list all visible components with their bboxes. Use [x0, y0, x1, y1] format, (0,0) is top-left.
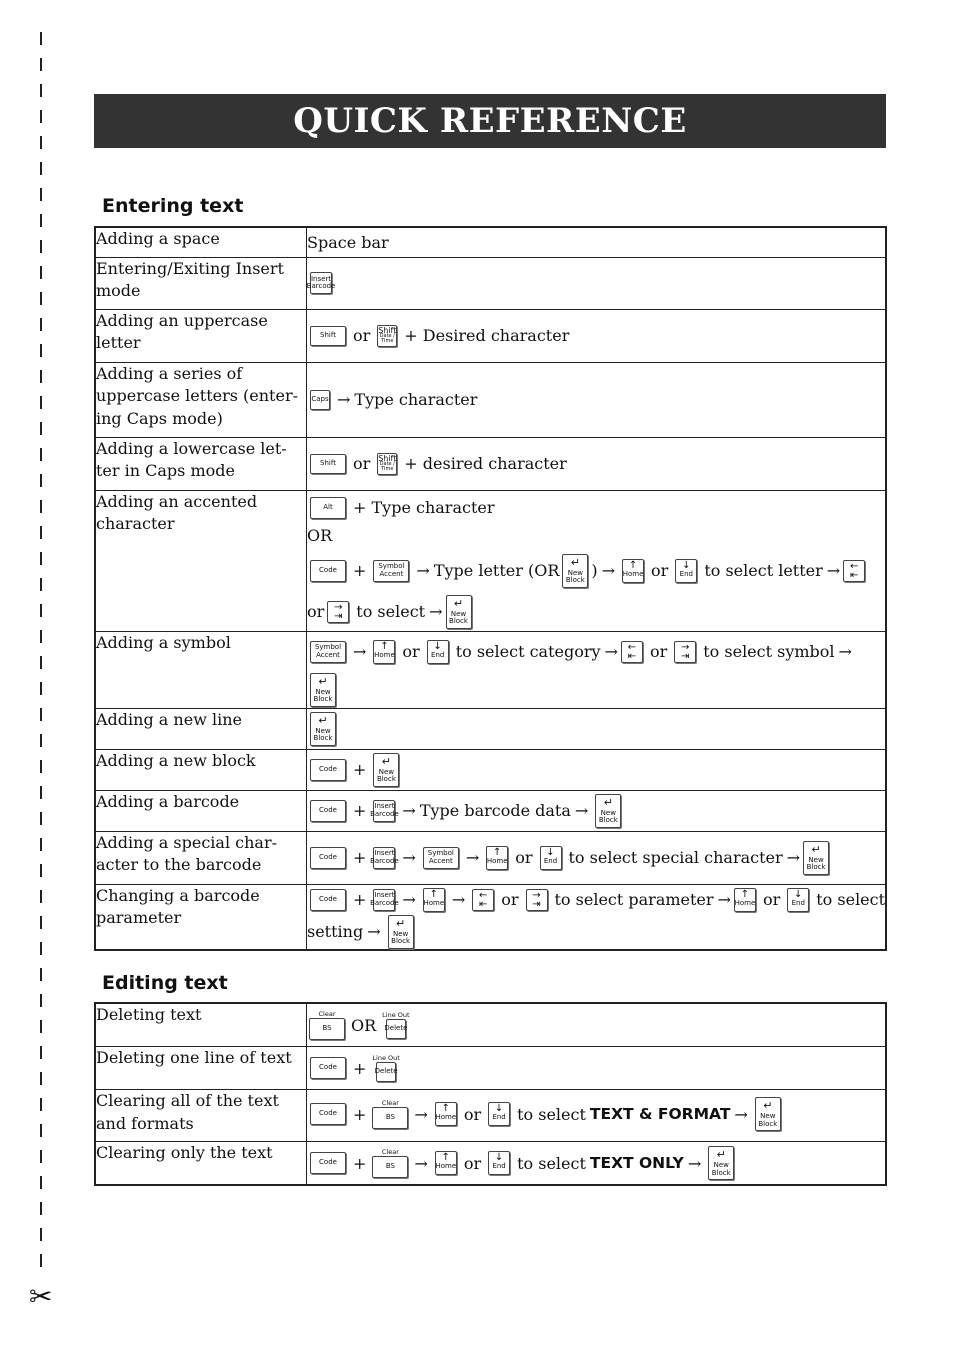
or-text: or: [649, 642, 668, 661]
label-line: ter in Caps mode: [96, 461, 235, 480]
left-key: ← ⇤: [472, 889, 494, 911]
left-key: ← ⇤: [621, 641, 643, 663]
cut-line: [40, 32, 42, 1272]
row-label: [95, 490, 307, 631]
code-key: Code: [310, 800, 346, 822]
or-text: or: [501, 890, 519, 909]
action-text: to select category: [455, 642, 601, 661]
new-block-key: ↵ New Block: [595, 794, 621, 828]
arrow-icon: →: [826, 561, 841, 580]
right-key: → ⇥: [526, 889, 548, 911]
action-text: + desired character: [404, 454, 567, 473]
code-key: Code: [310, 560, 346, 582]
table-row: [95, 1090, 886, 1142]
or-text: or: [463, 1153, 482, 1173]
editing-text-table: [94, 1002, 887, 1186]
label-line: mode: [96, 281, 141, 300]
label-line: acter to the barcode: [96, 855, 262, 874]
new-block-key: ↵ New Block: [310, 673, 336, 707]
end-down-key: ↓ End: [540, 846, 562, 870]
label-line: ing Caps mode): [96, 408, 223, 428]
row-label: [95, 437, 307, 490]
alt-key: Alt: [310, 497, 346, 519]
left-key: ← ⇤: [843, 560, 865, 582]
scissors-icon: ✂: [29, 1280, 53, 1313]
insert-barcode-key: Insert Barcode: [373, 800, 395, 822]
label-line: Deleting one line of text: [96, 1048, 292, 1067]
arrow-icon: →: [451, 890, 466, 909]
row-label: [95, 790, 307, 831]
table-row: [95, 631, 886, 708]
code-key: Code: [310, 1152, 346, 1174]
new-block-key: ↵ New Block: [562, 554, 588, 588]
new-block-key: ↵ New Block: [388, 915, 414, 949]
row-label: [95, 884, 307, 950]
action-text: to select: [816, 890, 886, 909]
label-line: character: [96, 514, 175, 533]
end-down-key: ↓ End: [787, 888, 809, 912]
arrow-icon: →: [601, 561, 616, 580]
table-row: [95, 749, 886, 790]
action-text: to select: [517, 1153, 586, 1173]
row-action: [307, 749, 887, 790]
action-text: to select special character: [568, 848, 783, 867]
row-action: [307, 490, 887, 631]
table-row: [95, 362, 886, 437]
row-label: [95, 1142, 307, 1186]
action-text: Type barcode data: [419, 801, 571, 820]
row-label: [95, 227, 307, 257]
row-label: [95, 831, 307, 884]
label-line: Adding a new line: [96, 709, 242, 729]
page-title: QUICK REFERENCE: [94, 94, 886, 148]
row-label: [95, 362, 307, 437]
action-text: + Desired character: [404, 326, 570, 345]
plus-text: +: [353, 890, 367, 909]
arrow-icon: →: [402, 848, 416, 867]
new-block-key: ↵ New Block: [310, 712, 336, 746]
or-text: or: [651, 561, 669, 580]
insert-barcode-key: Insert Barcode: [310, 272, 332, 294]
or-text: OR: [307, 526, 333, 545]
symbol-accent-key: Symbol Accent: [423, 847, 459, 869]
or-text: or: [307, 602, 325, 621]
shift-key: Shift: [310, 326, 346, 346]
arrow-icon: →: [414, 1104, 428, 1124]
row-action: [307, 1003, 887, 1047]
table-row: [95, 708, 886, 749]
arrow-icon: →: [574, 801, 589, 820]
code-key: Code: [310, 1103, 346, 1125]
action-text: to select parameter: [554, 890, 714, 909]
arrow-icon: →: [838, 642, 852, 661]
or-text: or: [353, 326, 371, 345]
row-label: [95, 708, 307, 749]
action-text: ): [591, 561, 598, 580]
table-row: [95, 1047, 886, 1090]
plus-text: +: [353, 561, 367, 580]
row-action: [307, 309, 887, 362]
arrow-icon: →: [414, 1153, 428, 1173]
row-label: [95, 749, 307, 790]
caps-key: Caps: [310, 390, 330, 410]
table-row: [95, 227, 886, 257]
code-key: Code: [310, 847, 346, 869]
end-down-key: ↓ End: [488, 1102, 510, 1126]
label-line: parameter: [96, 908, 182, 927]
arrow-icon: →: [353, 642, 367, 661]
new-block-key: ↵ New Block: [755, 1097, 781, 1131]
row-action: [307, 790, 887, 831]
home-up-key: ↑ Home: [373, 640, 395, 664]
label-line: Adding a special char-: [96, 832, 278, 852]
plus-text: +: [353, 1153, 367, 1173]
insert-barcode-key: Insert Barcode: [373, 889, 395, 911]
row-label: [95, 1047, 307, 1090]
or-text: or: [402, 642, 420, 661]
editing-text-heading: Editing text: [102, 972, 228, 994]
action-text: Type character: [354, 390, 478, 409]
row-label: [95, 257, 307, 309]
table-row: [95, 309, 886, 362]
action-text: Space bar: [307, 232, 389, 252]
row-action: [307, 1090, 887, 1142]
arrow-icon: →: [429, 602, 443, 621]
action-text: to select: [356, 602, 426, 621]
text-format-label: TEXT & FORMAT: [589, 1105, 731, 1123]
table-row: [95, 1142, 886, 1186]
row-action: [307, 631, 887, 708]
row-action: [307, 257, 887, 309]
delete-lineout-key: Line Out Delete: [372, 1054, 399, 1082]
code-key: Code: [310, 889, 346, 911]
label-line: Adding a series of: [96, 363, 243, 383]
code-key: Code: [310, 1057, 346, 1079]
entering-text-table: [94, 226, 887, 951]
arrow-icon: →: [337, 390, 351, 409]
action-text: to select: [517, 1104, 586, 1124]
text-only-label: TEXT ONLY: [589, 1154, 684, 1172]
delete-lineout-key: Line Out Delete: [382, 1011, 409, 1039]
new-block-key: ↵ New Block: [708, 1146, 734, 1180]
home-up-key: ↑ Home: [423, 888, 445, 912]
row-label: [95, 1003, 307, 1047]
new-block-key: ↵ New Block: [803, 841, 829, 875]
label-line: Entering/Exiting Insert: [96, 258, 284, 278]
table-row: [95, 437, 886, 490]
right-key: → ⇥: [674, 641, 696, 663]
action-text: to select symbol: [703, 642, 835, 661]
symbol-accent-key: Symbol Accent: [310, 641, 346, 663]
row-action: [307, 884, 887, 950]
table-row: [95, 1003, 886, 1047]
action-text: setting: [307, 922, 364, 941]
arrow-icon: →: [717, 890, 731, 909]
action-text: to select letter: [704, 561, 823, 580]
code-key: Code: [310, 759, 346, 781]
label-line: Adding an uppercase: [96, 310, 268, 330]
label-line: Clearing all of the text: [96, 1091, 279, 1110]
new-block-key: ↵ New Block: [373, 753, 399, 787]
label-line: letter: [96, 333, 141, 352]
shift-date-key: Shift Date / Time: [377, 453, 397, 475]
row-action: [307, 227, 887, 257]
label-line: Adding a barcode: [96, 791, 240, 811]
right-key: → ⇥: [327, 601, 349, 623]
bs-clear-key: Clear BS: [309, 1010, 345, 1040]
arrow-icon: →: [604, 642, 618, 661]
bs-clear-key: Clear BS: [372, 1148, 408, 1178]
label-line: Changing a barcode: [96, 885, 260, 905]
action-text: Type letter (OR: [433, 561, 560, 580]
row-label: [95, 631, 307, 708]
or-text: or: [762, 890, 781, 909]
label-line: Clearing only the text: [96, 1143, 273, 1162]
label-line: Adding a new block: [96, 750, 256, 770]
or-text: or: [515, 848, 533, 867]
or-text: OR: [351, 1015, 377, 1035]
label-line: and formats: [96, 1113, 194, 1133]
row-action: [307, 437, 887, 490]
row-action: [307, 831, 887, 884]
arrow-icon: →: [402, 890, 416, 909]
plus-text: +: [353, 848, 367, 867]
plus-text: +: [353, 1104, 367, 1124]
arrow-icon: →: [687, 1153, 702, 1173]
end-down-key: ↓ End: [675, 559, 697, 583]
table-row: [95, 831, 886, 884]
arrow-icon: →: [416, 561, 430, 580]
or-text: or: [463, 1104, 482, 1124]
or-text: or: [353, 454, 371, 473]
table-row: [95, 257, 886, 309]
row-action: [307, 362, 887, 437]
row-action: [307, 1047, 887, 1090]
end-down-key: ↓ End: [427, 640, 449, 664]
plus-text: +: [353, 801, 367, 820]
bs-clear-key: Clear BS: [372, 1099, 408, 1129]
home-up-key: ↑ Home: [622, 559, 644, 583]
label-line: uppercase letters (enter-: [96, 386, 298, 405]
shift-date-key: Shift Date / Time: [377, 325, 397, 347]
table-row: [95, 790, 886, 831]
arrow-icon: →: [367, 922, 381, 941]
home-up-key: ↑ Home: [435, 1151, 457, 1175]
home-up-key: ↑ Home: [486, 846, 508, 870]
home-up-key: ↑ Home: [435, 1102, 457, 1126]
plus-text: +: [353, 1058, 367, 1078]
arrow-icon: →: [402, 801, 416, 820]
new-block-key: ↵ New Block: [446, 595, 472, 629]
arrow-icon: →: [734, 1104, 748, 1124]
arrow-icon: →: [786, 848, 801, 867]
label-line: Adding a symbol: [96, 632, 231, 652]
plus-text: +: [353, 760, 367, 779]
label-line: Adding an accented: [96, 491, 258, 511]
label-line: Adding a space: [96, 229, 220, 248]
label-line: Adding a lowercase let-: [96, 438, 287, 458]
shift-key: Shift: [310, 454, 346, 474]
insert-barcode-key: Insert Barcode: [373, 847, 395, 869]
row-action: [307, 708, 887, 749]
row-label: [95, 1090, 307, 1142]
home-up-key: ↑ Home: [734, 888, 756, 912]
table-row: [95, 490, 886, 631]
end-down-key: ↓ End: [488, 1151, 510, 1175]
row-action: [307, 1142, 887, 1186]
action-text: + Type character: [353, 498, 495, 517]
table-row: [95, 884, 886, 950]
row-label: [95, 309, 307, 362]
symbol-accent-key: Symbol Accent: [373, 560, 409, 582]
label-line: Deleting text: [96, 1005, 202, 1024]
entering-text-heading: Entering text: [102, 195, 244, 217]
arrow-icon: →: [465, 848, 480, 867]
